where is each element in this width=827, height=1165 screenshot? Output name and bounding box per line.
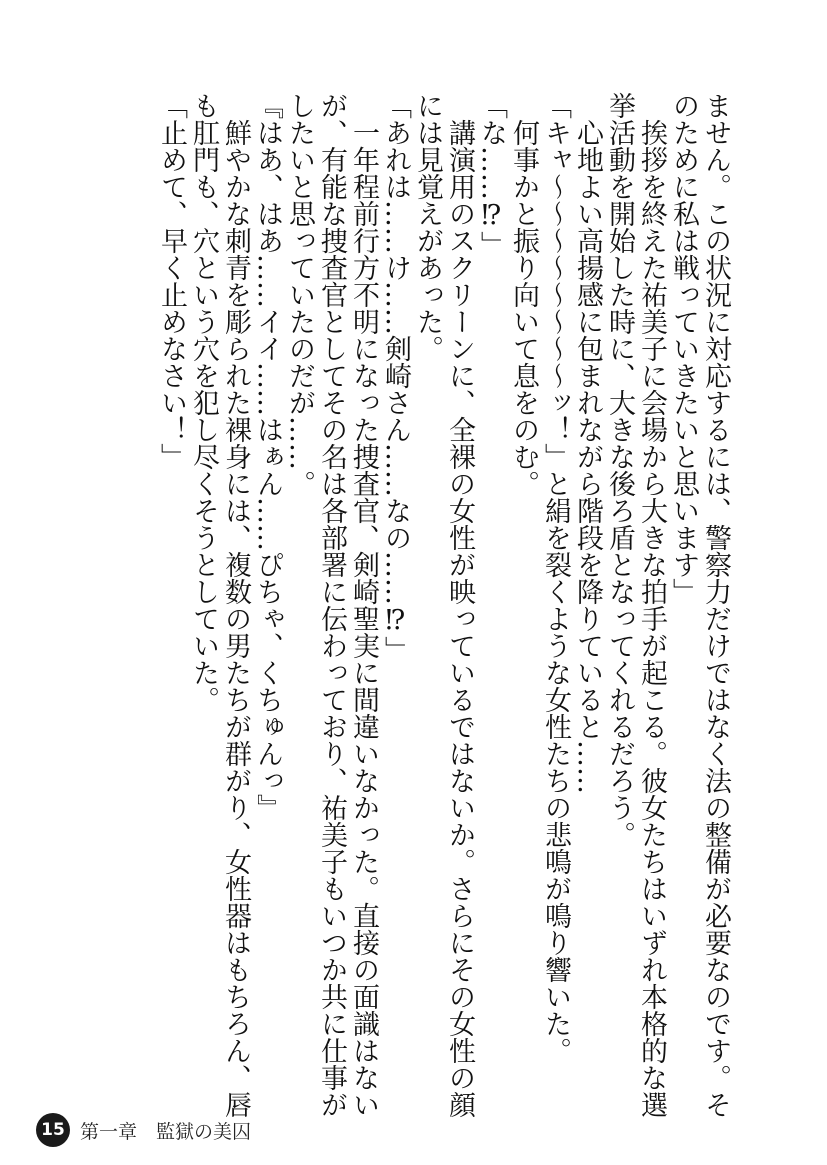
text-line: のために私は戦っていきたいと思います」 bbox=[668, 92, 699, 605]
text-line: したいと思っていたのだが……。 bbox=[284, 92, 315, 497]
vertical-text-body bbox=[155, 92, 731, 1118]
text-line: 「な……⁉」 bbox=[476, 92, 507, 258]
text-line: が、有能な捜査官としてその名は各部署に伝わっており、祐美子もいつか共に仕事が bbox=[316, 92, 347, 1118]
chapter-title: 第一章 監獄の美囚 bbox=[80, 1120, 252, 1143]
page-number-badge: 15 bbox=[36, 1113, 70, 1147]
text-line: 「キャ～～～～～～～～ッ！」と絹を裂くような女性たちの悲鳴が鳴り響いた。 bbox=[540, 92, 571, 1064]
text-line: ません。この状況に対応するには、警察力だけではなく法の整備が必要なのです。そ bbox=[700, 92, 731, 1118]
text-line: 挙活動を開始した時に、大きな後ろ盾となってくれるだろう。 bbox=[604, 92, 635, 848]
text-line: 心地よい高揚感に包まれながら階段を降りていると…… bbox=[572, 92, 603, 794]
text-line: 『はあ、はあ……イイ……はぁん……ぴちゃ、くちゅんっ』 bbox=[252, 92, 283, 821]
text-line: 講演用のスクリーンに、全裸の女性が映っているではないか。さらにその女性の顔 bbox=[444, 92, 475, 1118]
text-line: 一年程前行方不明になった捜査官、剣崎聖実に間違いなかった。直接の面識はない bbox=[348, 92, 379, 1118]
text-line: も肛門も、穴という穴を犯し尽くそうとしていた。 bbox=[188, 92, 219, 713]
text-line: 挨拶を終えた祐美子に会場から大きな拍手が起こる。彼女たちはいずれ本格的な選 bbox=[636, 92, 667, 1118]
text-line: には見覚えがあった。 bbox=[412, 92, 443, 362]
text-line: 何事かと振り向いて息をのむ。 bbox=[508, 92, 539, 497]
text-line: 「あれは……け……剣崎さん……なの……⁉」 bbox=[380, 92, 411, 663]
text-line: 「止めて、早く止めなさい！」 bbox=[156, 92, 187, 470]
text-line: 鮮やかな刺青を彫られた裸身には、複数の男たちが群がり、女性器はもちろん、唇 bbox=[220, 92, 251, 1118]
page-footer bbox=[36, 1112, 251, 1148]
